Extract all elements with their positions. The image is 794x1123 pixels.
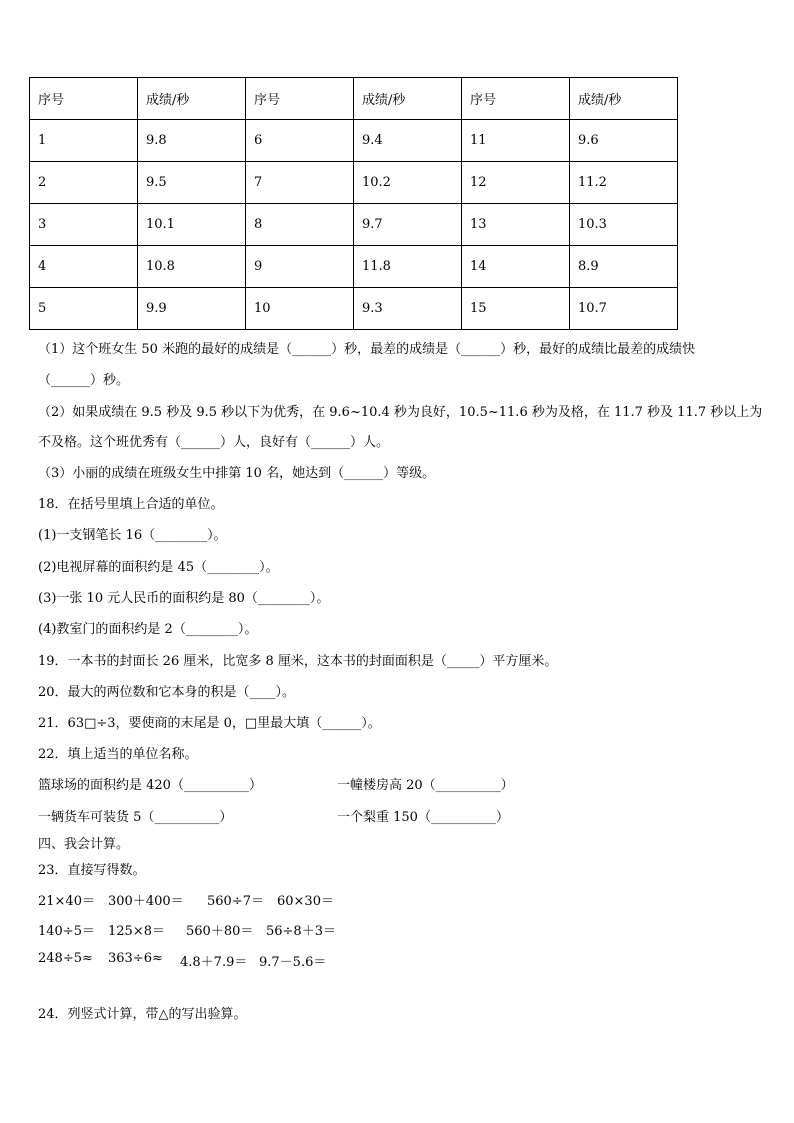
- table-cell: 10.3: [570, 204, 678, 246]
- calc-item: 560÷7＝: [207, 894, 264, 909]
- table-cell: 9.5: [138, 162, 246, 204]
- table-cell: 7: [246, 162, 354, 204]
- table-cell: 15: [462, 288, 570, 330]
- table-cell: 1: [30, 120, 138, 162]
- q24-text: 24．列竖式计算，带△的写出验算。: [38, 1007, 247, 1022]
- section-title: 四、我会计算。: [38, 837, 130, 852]
- table-row: [30, 246, 678, 288]
- table-cell: 10.1: [138, 204, 246, 246]
- q17-part3: （3）小丽的成绩在班级女生中排第 10 名，她达到（______）等级。: [38, 466, 436, 481]
- table-row: [30, 204, 678, 246]
- q17-part1-line1: （1）这个班女生 50 米跑的最好的成绩是（______）秒，最差的成绩是（______）秒，最好的成绩比最差的成绩快: [38, 342, 696, 357]
- q18-item: (2)电视屏幕的面积约是 45（________）。: [38, 560, 279, 575]
- header-cell: 序号: [246, 78, 354, 120]
- q18-item: (1)一支钢笔长 16（________）。: [38, 528, 227, 543]
- scores-table-container: [29, 77, 678, 330]
- header-cell: 序号: [30, 78, 138, 120]
- calc-item: 4.8＋7.9＝: [180, 955, 248, 970]
- table-row: [30, 162, 678, 204]
- q18-item: (3)一张 10 元人民币的面积约是 80（________）。: [38, 591, 330, 606]
- table-cell: 9: [246, 246, 354, 288]
- calc-item: 560＋80＝: [186, 924, 254, 939]
- q18-item: (4)教室门的面积约是 2（________）。: [38, 622, 258, 637]
- table-cell: 9.4: [354, 120, 462, 162]
- q21-text: 21．63□÷3，要使商的末尾是 0，□里最大填（______）。: [38, 716, 381, 731]
- calc-item: 363÷6≈: [108, 951, 163, 966]
- table-cell: 2: [30, 162, 138, 204]
- q19-text: 19．一本书的封面长 26 厘米，比宽多 8 厘米，这本书的封面面积是（_____）平方厘米。: [38, 654, 558, 669]
- header-cell: 成绩/秒: [138, 78, 246, 120]
- table-cell: 13: [462, 204, 570, 246]
- table-row: [30, 288, 678, 330]
- calc-item: 21×40＝: [38, 894, 95, 909]
- q18-title: 18．在括号里填上合适的单位。: [38, 497, 224, 512]
- table-cell: 6: [246, 120, 354, 162]
- calc-item: 60×30＝: [277, 894, 334, 909]
- header-cell: 序号: [462, 78, 570, 120]
- table-cell: 9.3: [354, 288, 462, 330]
- table-cell: 10.8: [138, 246, 246, 288]
- table-cell: 12: [462, 162, 570, 204]
- table-row: [30, 120, 678, 162]
- table-cell: 10.2: [354, 162, 462, 204]
- q22-item: 一辆货车可装货 5（__________）: [38, 810, 233, 825]
- q22-item: 篮球场的面积约是 420（__________）: [38, 778, 262, 793]
- header-cell: 成绩/秒: [354, 78, 462, 120]
- q22-item: 一幢楼房高 20（__________）: [337, 778, 514, 793]
- q17-part1-line2: （______）秒。: [38, 373, 130, 388]
- table-cell: 14: [462, 246, 570, 288]
- calc-item: 56÷8＋3＝: [266, 924, 336, 939]
- q22-item: 一个梨重 150（__________）: [337, 810, 509, 825]
- table-cell: 10.7: [570, 288, 678, 330]
- table-cell: 3: [30, 204, 138, 246]
- table-cell: 9.6: [570, 120, 678, 162]
- table-cell: 5: [30, 288, 138, 330]
- table-cell: 9.7: [354, 204, 462, 246]
- q22-title: 22．填上适当的单位名称。: [38, 747, 198, 762]
- table-cell: 10: [246, 288, 354, 330]
- calc-item: 300＋400＝: [108, 894, 184, 909]
- table-cell: 8: [246, 204, 354, 246]
- table-cell: 8.9: [570, 246, 678, 288]
- table-header-row: [30, 78, 678, 120]
- table-cell: 11.2: [570, 162, 678, 204]
- table-cell: 9.9: [138, 288, 246, 330]
- q20-text: 20．最大的两位数和它本身的积是（____）。: [38, 685, 296, 700]
- table-cell: 11: [462, 120, 570, 162]
- table-cell: 4: [30, 246, 138, 288]
- table-cell: 9.8: [138, 120, 246, 162]
- calc-item: 125×8＝: [108, 924, 165, 939]
- header-cell: 成绩/秒: [570, 78, 678, 120]
- scores-table: [29, 77, 678, 330]
- q23-title: 23．直接写得数。: [38, 863, 146, 878]
- calc-item: 140÷5＝: [38, 924, 95, 939]
- calc-item: 9.7－5.6＝: [259, 955, 327, 970]
- q17-part2-line2: 不及格。这个班优秀有（______）人，良好有（______）人。: [38, 435, 390, 450]
- calc-item: 248÷5≈: [38, 951, 93, 966]
- q17-part2-line1: （2）如果成绩在 9.5 秒及 9.5 秒以下为优秀，在 9.6~10.4 秒为良好，10.5~11.6 秒为及格，在 11.7 秒及 11.7 秒以上为: [38, 405, 763, 420]
- table-cell: 11.8: [354, 246, 462, 288]
